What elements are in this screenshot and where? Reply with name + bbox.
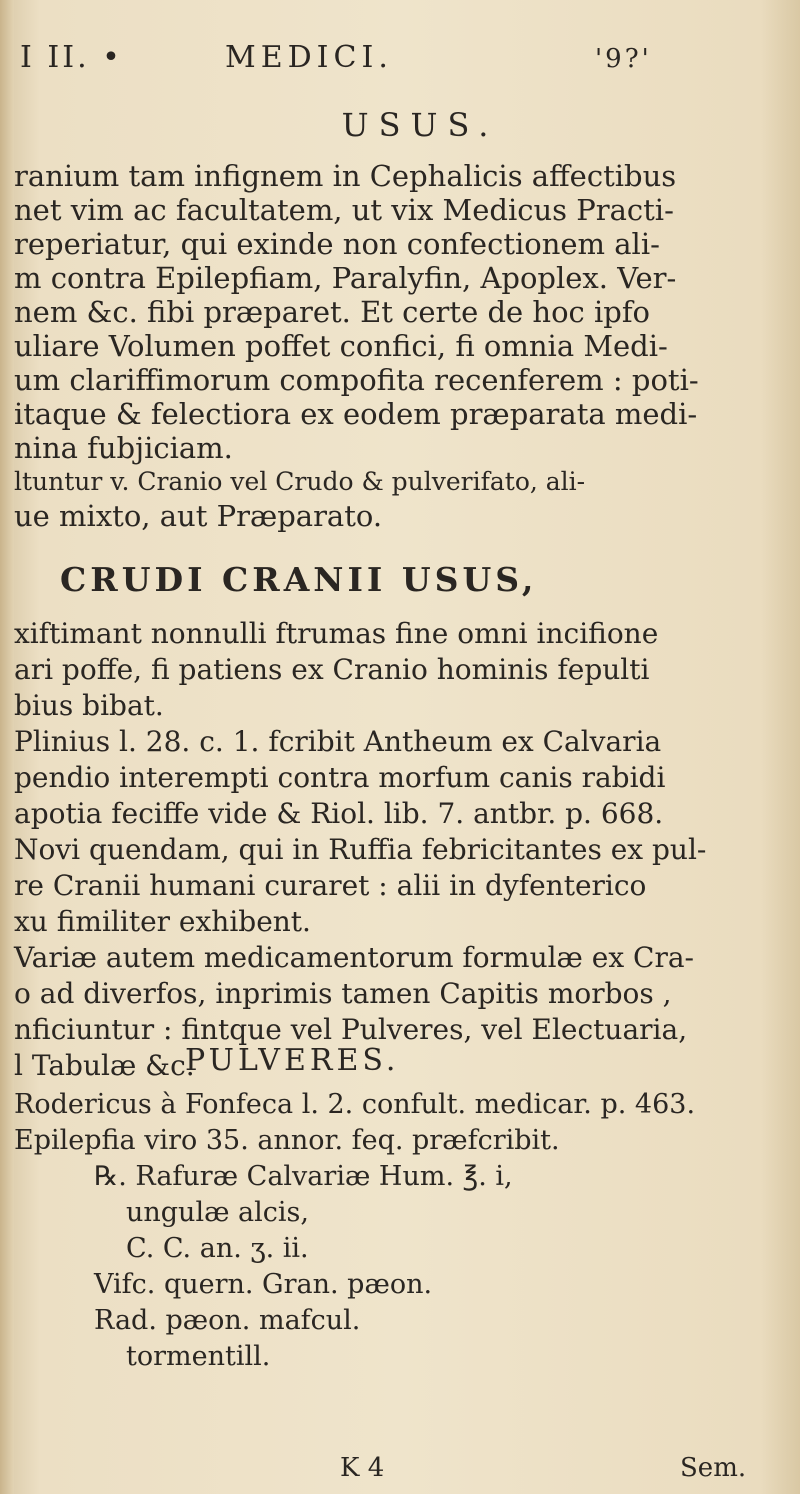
recipe-ingredient: tormentill. [126,1341,271,1372]
running-header [20,40,780,90]
header-title: MEDICI. [225,40,393,75]
recipe-ingredient: Rad. pæon. mafcul. [94,1305,361,1336]
text-line: xiftimant nonnulli ftrumas fine omni incifione [14,617,659,650]
text-line: Plinius l. 28. c. 1. fcribit Antheum ex Calvaria [14,725,662,758]
recipe-ingredient: ungulæ alcis, [126,1197,309,1228]
recipe-line: Epilepfia viro 35. annor. feq. præfcribit. [14,1125,560,1156]
recipe-ingredient: C. C. an. ʒ. ii. [126,1233,309,1264]
paragraph-intro [14,159,699,533]
text-line: apotia feciffe vide & Riol. lib. 7. antbr. p. 668. [14,797,664,830]
page-gutter [0,0,14,1494]
text-line: uliare Volumen poffet confici, fi omnia Medi- [14,329,668,363]
section-title-crudi-cranii: CRUDI CRANII USUS, [60,560,538,599]
text-line: l Tabulæ &c. [14,1049,195,1082]
text-line: m contra Epilepfiam, Paralyfin, Apoplex. Ver- [14,261,677,295]
signature-mark: K 4 [340,1453,385,1483]
text-line-small: ltuntur v. Cranio vel Crudo & pulverifato, ali- [14,467,586,496]
recipe-ingredient: Vifc. quern. Gran. pæon. [94,1269,433,1300]
text-line: xu fimiliter exhibent. [14,905,311,938]
header-section-number: I II. • [20,40,123,75]
text-line: nficiuntur : fintque vel Pulveres, vel Electuaria, [14,1013,688,1046]
text-line: reperiatur, qui exinde non confectionem ali- [14,227,660,261]
text-line: itaque & felectiora ex eodem præparata medi- [14,397,698,431]
text-line: ari poffe, fi patiens ex Cranio hominis fepulti [14,653,650,686]
paragraph-crudi [14,616,706,1084]
text-line: re Cranii humani curaret : alii in dyfenterico [14,869,647,902]
text-line: Novi quendam, qui in Ruffia febricitantes ex pul- [14,833,707,866]
text-line: ue mixto, aut Præparato. [14,499,383,533]
recipe-block [14,1087,695,1375]
section-title-usus: USUS. [341,106,499,144]
recipe-source: Rodericus à Fonfeca l. 2. confult. medicar. p. 463. [14,1089,696,1120]
catchword: Sem. [680,1453,747,1483]
text-line: ranium tam infignem in Cephalicis affectibus [14,159,677,193]
text-line: um clariffimorum compofita recenferem : poti- [14,363,699,397]
text-line: o ad diverfos, inprimis tamen Capitis morbos , [14,977,672,1010]
text-line: pendio interempti contra morfum canis rabidi [14,761,666,794]
text-line: bius bibat. [14,689,164,722]
section-title-pulveres: PULVERES. [185,1043,400,1078]
text-line: nem &c. fibi præparet. Et certe de hoc ipfo [14,295,651,329]
text-line: net vim ac facultatem, ut vix Medicus Practi- [14,193,674,227]
page-number: '9?' [595,44,652,74]
recipe-ingredient: ℞. Rafuræ Calvariæ Hum. ℥. i, [94,1161,513,1192]
text-line: Variæ autem medicamentorum formulæ ex Cra- [14,941,694,974]
text-line: nina fubjiciam. [14,431,233,465]
